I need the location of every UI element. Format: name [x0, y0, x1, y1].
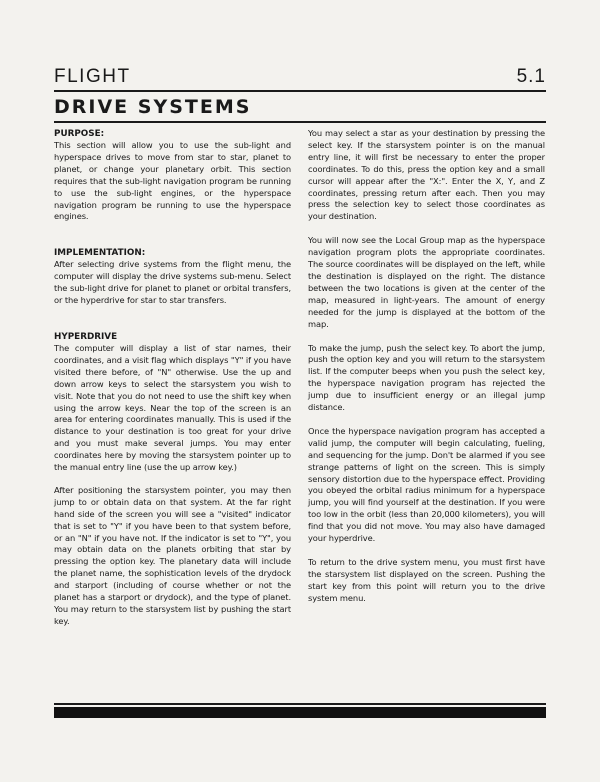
hyperdrive-paragraph-2: After positioning the starsystem pointer, you may then jump to or obtain data on that system. At the far right hand side of the screen you will see a "visited" indicator that is set to "Y" if you have been to that system before, or an "N" if you have not. If the indicator is set to "Y", you may obtain data on the planets orbiting that star by pressing the option key. The planetary data will include the planet name, the sophistication levels of the drydock and starport (including of course whether or not the planet has a starport or drydock), and the type of planet. You may return to the starsystem list by pushing the start key. — [54, 484, 291, 626]
implementation-heading: IMPLEMENTATION: — [54, 248, 146, 259]
page-header — [54, 66, 546, 92]
header-rule — [54, 90, 546, 92]
footer-bar — [54, 707, 546, 718]
left-column — [54, 128, 291, 628]
local-group-map-paragraph: You will now see the Local Group map as the hyperspace navigation program plots the appropriate coordinates. The source coordinates will be displayed on the left, while the destination is displayed on the right. The distance between the two locations is given at the center of the map, measured in light-years. The amount of energy needed for the jump is displayed at the bottom of the map. — [308, 235, 545, 329]
select-destination-paragraph: You may select a star as your destination by pressing the select key. If the starsystem pointer is on the manual entry line, it will first be necessary to enter the proper coordinates. To do this, press the option key and a small cursor will appear after the "X:". Enter the X, Y, and Z coordinates, pressing return after each. Then you may press the selection key to select those coordinates as your destination. — [308, 128, 545, 222]
make-jump-paragraph: To make the jump, push the select key. To abort the jump, push the option key and you will return to the starsystem list. If the computer beeps when you push the select key, the hyperspace navigation program has rejected the jump due to insufficient energy or an illegal jump distance. — [308, 342, 545, 413]
implementation-paragraph: After selecting drive systems from the flight menu, the computer will display the drive systems sub-menu. Select the sub-light drive for planet to planet or orbital transfers, or the hyperdrive for star to star transfers. — [54, 259, 291, 306]
valid-jump-paragraph: Once the hyperspace navigation program has accepted a valid jump, the computer will begin calculating, fueling, and sequencing for the jump. Don't be alarmed if you see strange patterns of light on the screen. This is simply sensory distortion due to the hyperspace effect. Providing you obeyed the orbital radius minimum for a hyperspace jump, you will find yourself at the destination. If you were too low in the orbit (less than 20,000 kilometers), you will find that you did not move. You may also have damaged your hyperdrive. — [308, 425, 545, 544]
title-rule — [54, 121, 546, 123]
hyperdrive-heading: HYPERDRIVE — [54, 331, 118, 342]
page-title: DRIVE SYSTEMS — [54, 96, 252, 118]
purpose-paragraph: This section will allow you to use the sub-light and hyperspace drives to move from star to star, planet to planet, or change your planetary orbit. This section requires that the sub-light navigation program be running to use the sub-light engines, or the hyperspace navigation program be running to use the hyperspace engines. — [54, 140, 291, 222]
return-menu-paragraph: To return to the drive system menu, you must first have the starsystem list displayed on the screen. Pushing the start key from this point will return you to the drive system menu. — [308, 557, 545, 603]
chapter-label: FLIGHT — [54, 66, 131, 87]
right-column — [308, 128, 545, 605]
purpose-heading: PURPOSE: — [54, 129, 105, 139]
footer-rule — [54, 703, 546, 705]
hyperdrive-paragraph-1: The computer will display a list of star names, their coordinates, and a visit flag which displays "Y" if you have visited there before, of "N" otherwise. Use the up and down arrow keys to select the starsystem you wish to visit. Note that you do not need to use the shift key when using the arrow keys. Near the top of the screen is an area for entering coordinates manually. This is used if the distance to your destination is too great for your drive and you must make several jumps. You may enter coordinates here by moving the starsystem pointer up to the manual entry line (use the up arrow key.) — [54, 342, 291, 473]
section-number: 5.1 — [516, 66, 546, 87]
